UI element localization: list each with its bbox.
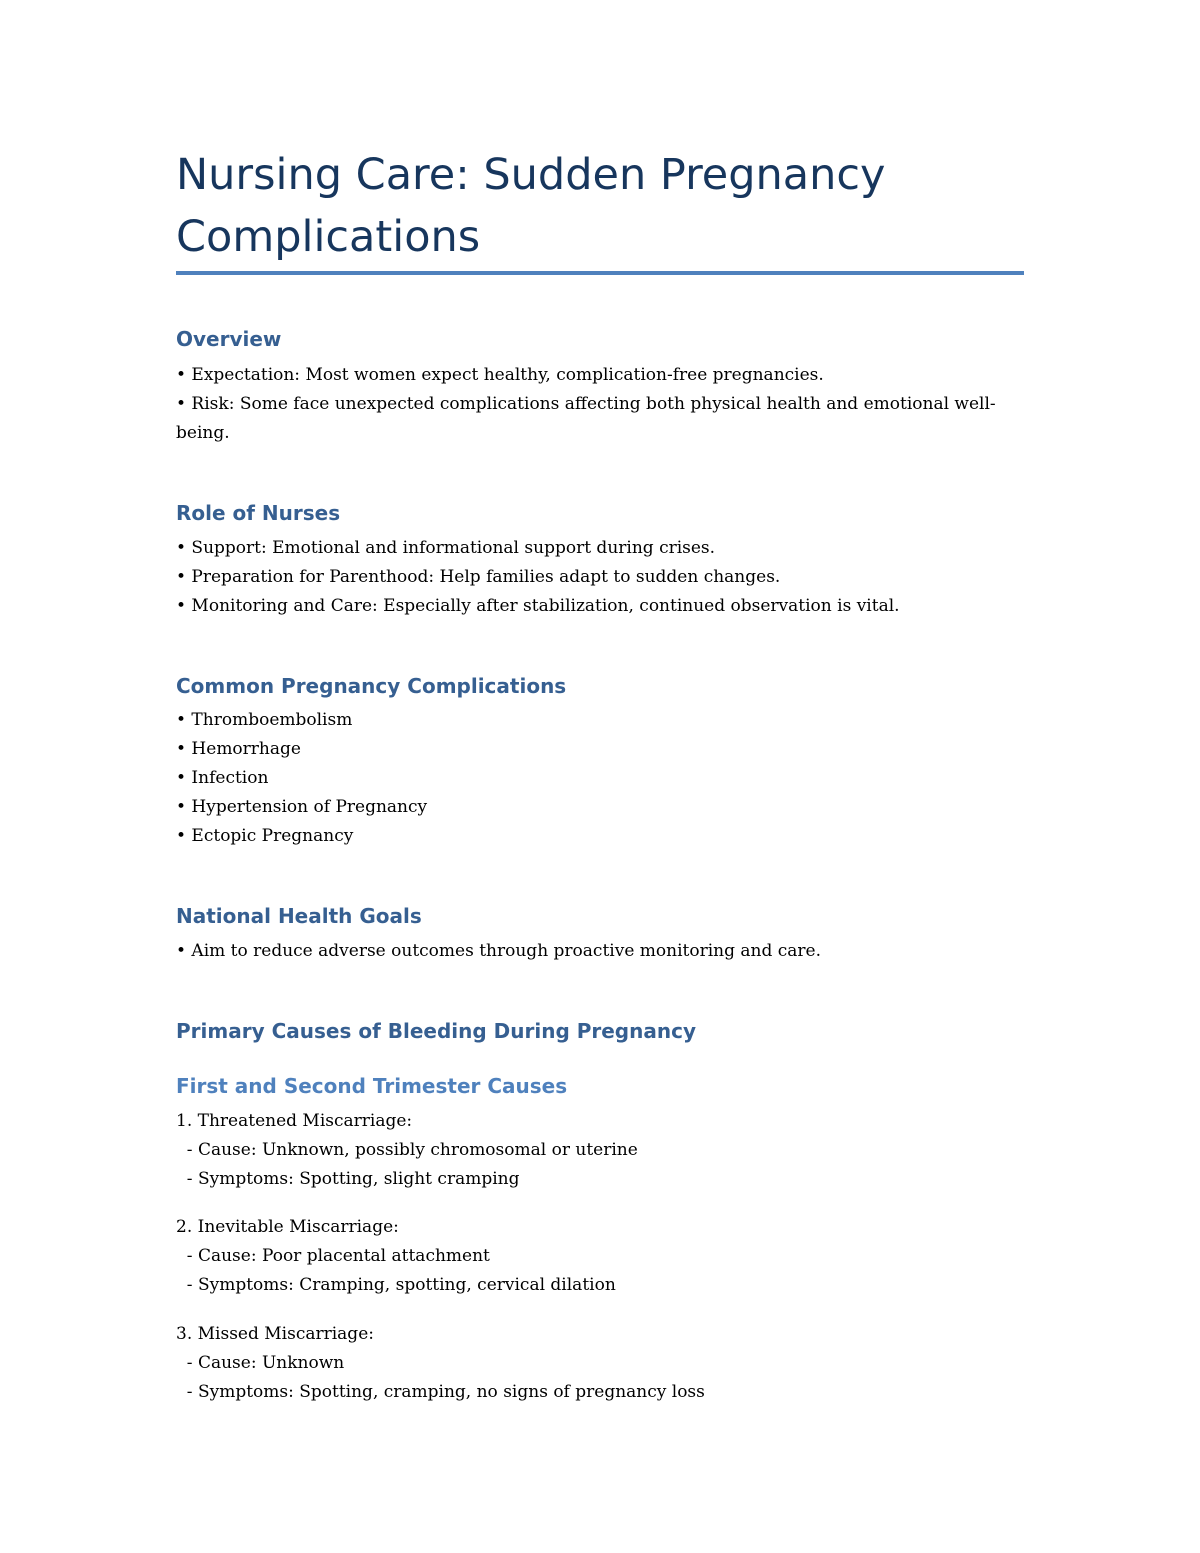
entry-cause: - Cause: Poor placental attachment bbox=[176, 1246, 490, 1266]
document-title: Nursing Care: Sudden Pregnancy Complications bbox=[176, 150, 886, 262]
list-item: • Ectopic Pregnancy bbox=[176, 826, 354, 846]
list-item: • Preparation for Parenthood: Help families adapt to sudden changes. bbox=[176, 567, 781, 587]
entry-title: 3. Missed Miscarriage: bbox=[176, 1324, 374, 1344]
list-item: • Risk: Some face unexpected complications affecting both physical health and emotional well-being. bbox=[176, 394, 996, 443]
miscarriage-entry-1 bbox=[176, 1107, 1026, 1194]
entry-symptoms: - Symptoms: Spotting, cramping, no signs of pregnancy loss bbox=[176, 1382, 705, 1402]
entry-cause: - Cause: Unknown, possibly chromosomal or uterine bbox=[176, 1140, 638, 1160]
title-underline bbox=[176, 271, 1024, 275]
list-item: • Thromboembolism bbox=[176, 710, 353, 730]
common-complications-list bbox=[176, 706, 1026, 851]
entry-symptoms: - Symptoms: Cramping, spotting, cervical dilation bbox=[176, 1275, 616, 1295]
national-health-goals-heading: National Health Goals bbox=[176, 904, 422, 928]
miscarriage-entry-3 bbox=[176, 1320, 1026, 1407]
list-item: • Aim to reduce adverse outcomes through proactive monitoring and care. bbox=[176, 941, 822, 961]
entry-title: 2. Inevitable Miscarriage: bbox=[176, 1217, 399, 1237]
national-health-goals-list bbox=[176, 937, 1026, 966]
list-item: • Infection bbox=[176, 768, 269, 788]
entry-title: 1. Threatened Miscarriage: bbox=[176, 1111, 413, 1131]
list-item: • Expectation: Most women expect healthy, complication-free pregnancies. bbox=[176, 365, 824, 385]
miscarriage-entry-2 bbox=[176, 1213, 1026, 1300]
first-second-trimester-heading: First and Second Trimester Causes bbox=[176, 1074, 568, 1098]
role-of-nurses-list bbox=[176, 534, 1026, 621]
list-item: • Monitoring and Care: Especially after stabilization, continued observation is vital. bbox=[176, 596, 900, 616]
list-item: • Hypertension of Pregnancy bbox=[176, 797, 428, 817]
overview-heading: Overview bbox=[176, 327, 282, 351]
common-complications-heading: Common Pregnancy Complications bbox=[176, 674, 567, 698]
overview-list bbox=[176, 361, 1026, 448]
list-item: • Support: Emotional and informational support during crises. bbox=[176, 538, 716, 558]
bleeding-causes-heading: Primary Causes of Bleeding During Pregnancy bbox=[176, 1019, 696, 1043]
entry-symptoms: - Symptoms: Spotting, slight cramping bbox=[176, 1169, 520, 1189]
role-of-nurses-heading: Role of Nurses bbox=[176, 501, 341, 525]
entry-cause: - Cause: Unknown bbox=[176, 1353, 345, 1373]
list-item: • Hemorrhage bbox=[176, 739, 301, 759]
